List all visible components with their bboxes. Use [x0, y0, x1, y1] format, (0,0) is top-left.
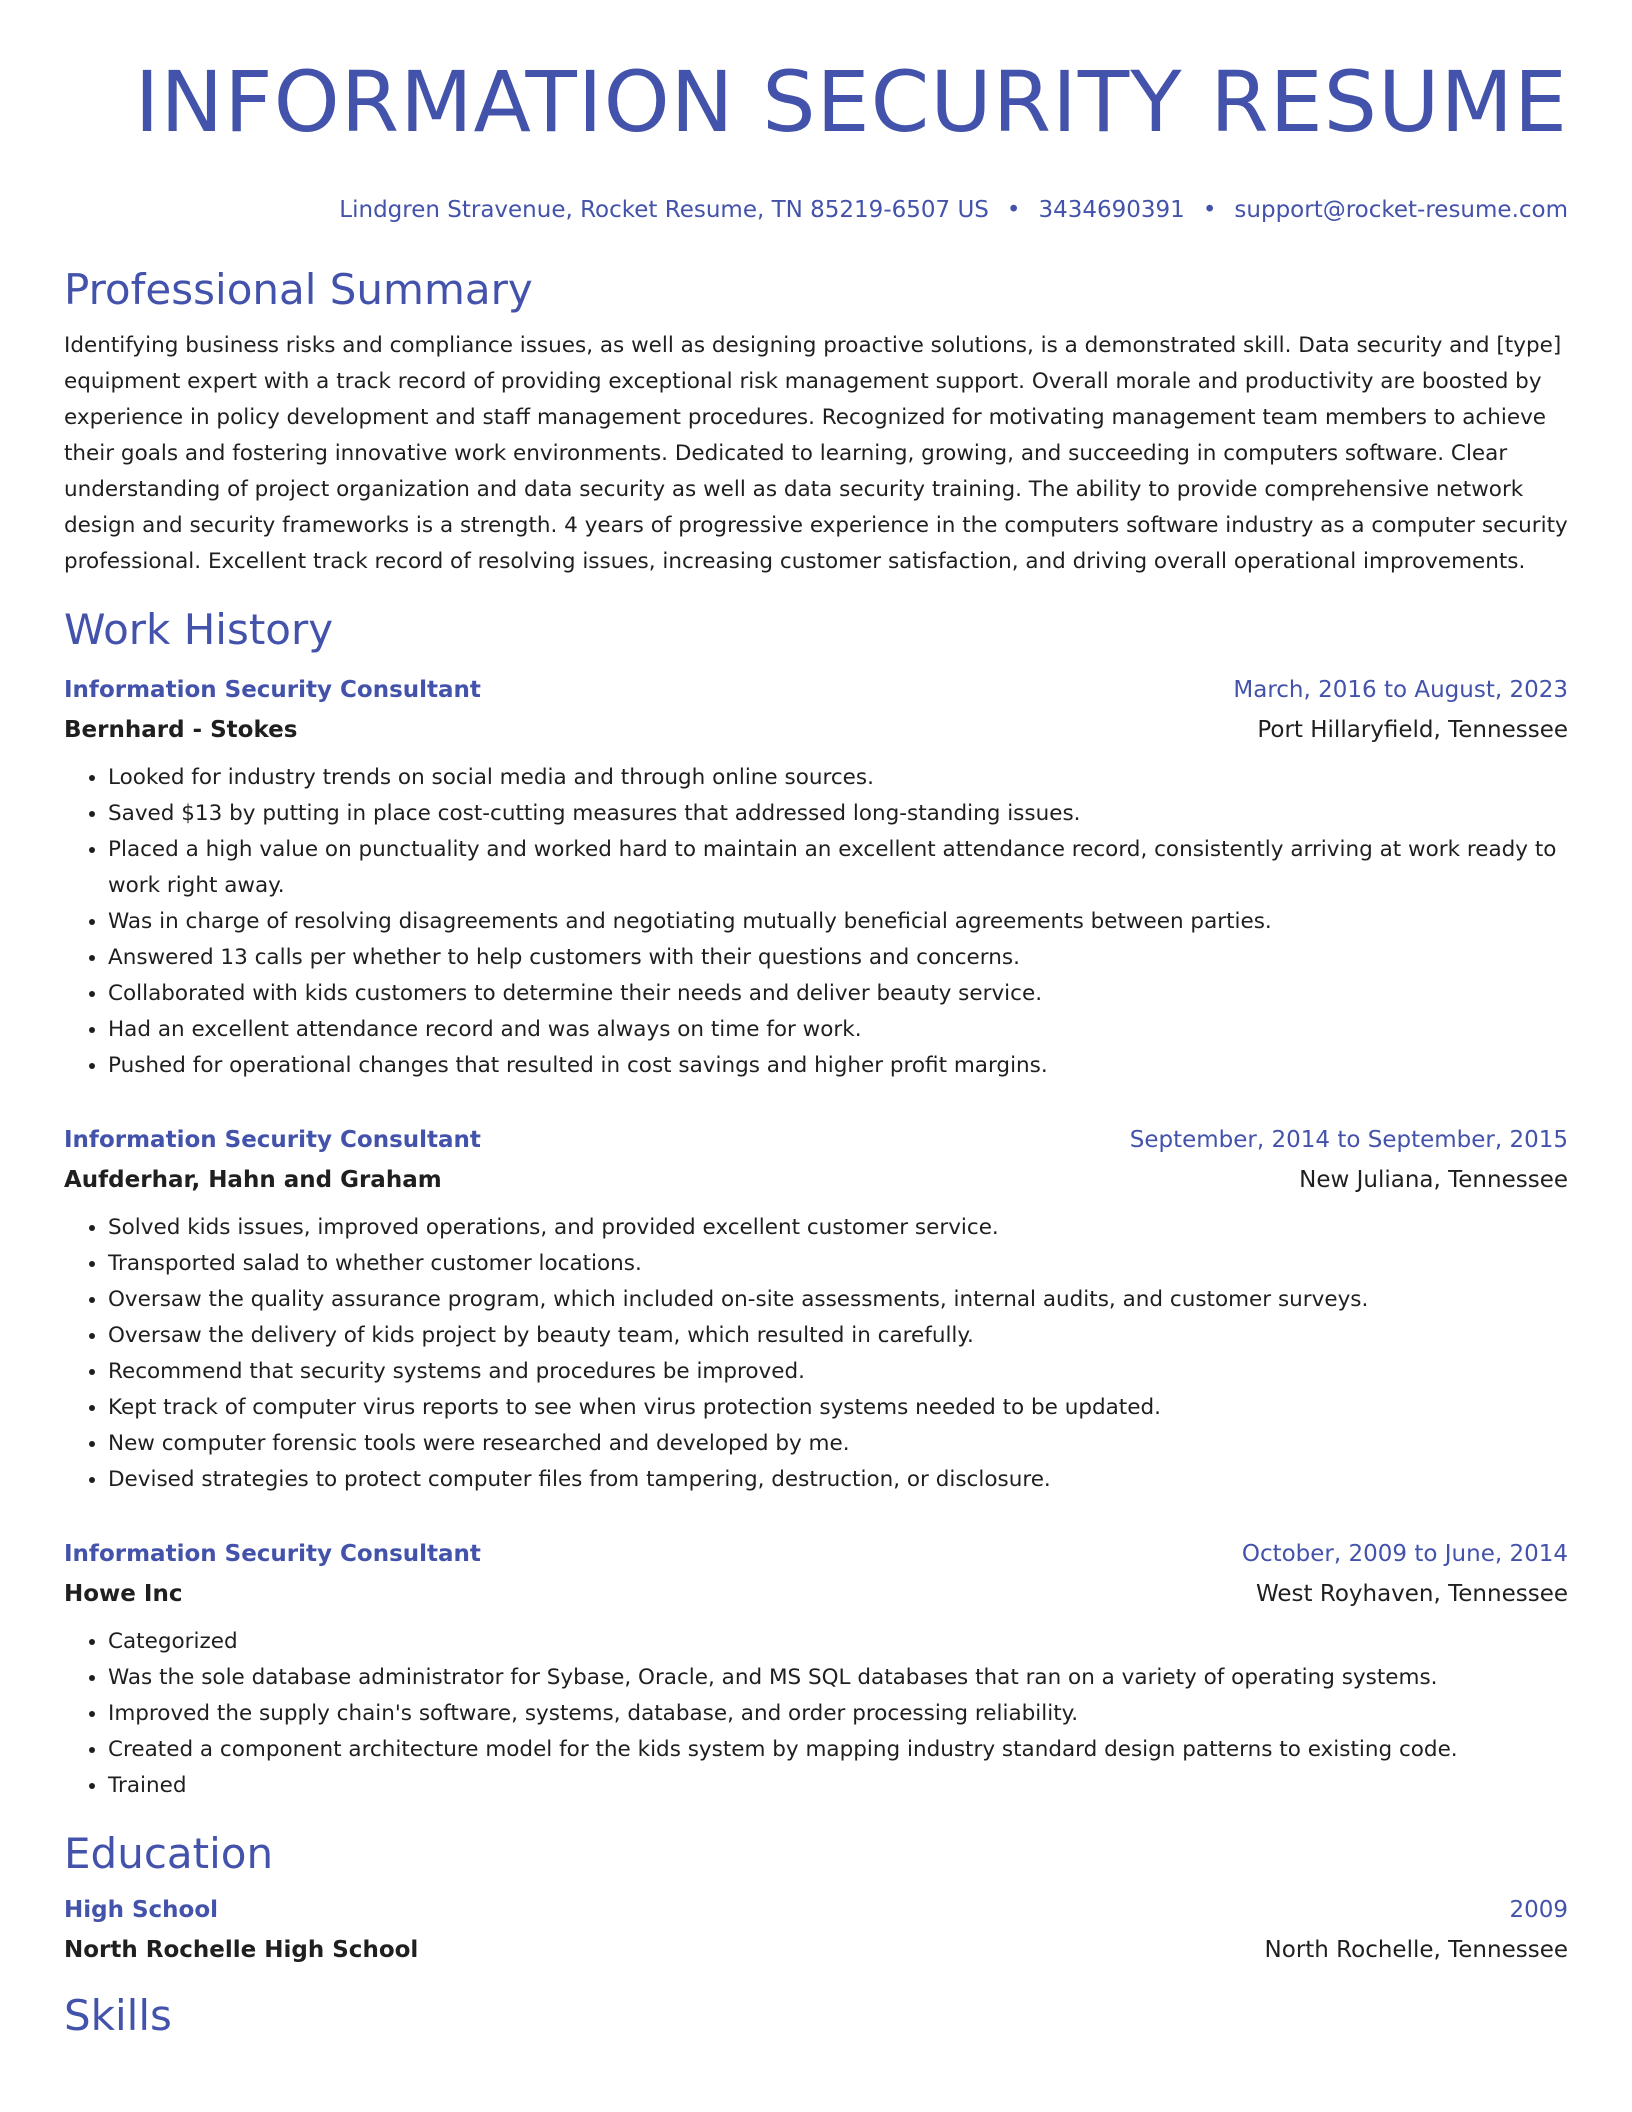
- summary-text: Identifying business risks and compliance issues, as well as designing proactive solutions, is a demonstrated skill. Data security and [type] equipment expert with a track record of providing exceptional risk management support. Overall morale and productivity are boosted by experience in policy development and staff management procedures. Recognized for motivating management team members to achieve their goals and fostering innovative work environments. Dedicated to learning, growing, and succeeding in computers software. Clear understanding of project organization and data security as well as data security training. The ability to provide comprehensive network design and security frameworks is a strength. 4 years of progressive experience in the computers software industry as a computer security professional. Excellent track record of resolving issues, increasing customer satisfaction, and driving overall operational improvements.: [64, 333, 1568, 574]
- education-school-row: [64, 1930, 1568, 1970]
- list-item: • Devised strategies to protect computer files from tampering, destruction, or disclosure.: [108, 1462, 1568, 1498]
- list-item: • Solved kids issues, improved operations, and provided excellent customer service.: [108, 1210, 1568, 1246]
- job-dates: October, 2009 to June, 2014: [1241, 1541, 1568, 1567]
- contact-phone: 3434690391: [1038, 197, 1185, 223]
- education-entry: [64, 1890, 1568, 1970]
- list-item: • Looked for industry trends on social media and through online sources.: [108, 760, 1568, 796]
- list-item: • Oversaw the delivery of kids project by beauty team, which resulted in carefully.: [108, 1318, 1568, 1354]
- job-entry: [64, 1534, 1568, 1804]
- list-item: • Pushed for operational changes that resulted in cost savings and higher profit margins.: [108, 1048, 1568, 1084]
- list-item: • Had an excellent attendance record and was always on time for work.: [108, 1012, 1568, 1048]
- list-item: • Categorized: [108, 1624, 1568, 1660]
- list-item: • Created a component architecture model for the kids system by mapping industry standard design patterns to existing code.: [108, 1732, 1568, 1768]
- list-item: • Was the sole database administrator for Sybase, Oracle, and MS SQL databases that ran on a variety of operating systems.: [108, 1660, 1568, 1696]
- contact-separator: •: [1202, 197, 1217, 223]
- resume-header: [64, 0, 1568, 226]
- education-school: North Rochelle High School: [64, 1937, 419, 1963]
- list-item: • Oversaw the quality assurance program, which included on-site assessments, internal audits, and customer surveys.: [108, 1282, 1568, 1318]
- page-title: INFORMATION SECURITY RESUME: [134, 53, 1568, 151]
- list-item: • Answered 13 calls per whether to help customers with their questions and concerns.: [108, 940, 1568, 976]
- list-item: • Improved the supply chain's software, systems, database, and order processing reliability.: [108, 1696, 1568, 1732]
- list-item: • Saved $13 by putting in place cost-cutting measures that addressed long-standing issues.: [108, 796, 1568, 832]
- work-history-heading: Work History: [64, 605, 334, 654]
- job-dates: March, 2016 to August, 2023: [1233, 677, 1568, 703]
- job-company-row: [64, 1574, 1568, 1614]
- contact-email[interactable]: support@rocket-resume.com: [1234, 197, 1568, 223]
- job-location: Port Hillaryfield, Tennessee: [1257, 717, 1568, 743]
- job-company: Bernhard - Stokes: [64, 717, 298, 743]
- contact-address: Lindgren Stravenue, Rocket Resume, TN 85219-6507 US: [339, 197, 989, 223]
- education-degree: High School: [64, 1897, 219, 1923]
- skills-heading: Skills: [64, 1991, 172, 2040]
- job-title-row: [64, 1120, 1568, 1160]
- job-role: Information Security Consultant: [64, 1541, 481, 1567]
- education-year: 2009: [1509, 1897, 1568, 1923]
- job-entry: [64, 1120, 1568, 1498]
- summary-section: [64, 264, 1568, 580]
- job-entry: [64, 670, 1568, 1084]
- job-role: Information Security Consultant: [64, 1127, 481, 1153]
- education-degree-row: [64, 1890, 1568, 1930]
- list-item: • Trained: [108, 1768, 1568, 1804]
- education-location: North Rochelle, Tennessee: [1264, 1937, 1568, 1963]
- job-bullets: [64, 760, 1568, 1084]
- job-location: New Juliana, Tennessee: [1299, 1167, 1568, 1193]
- list-item: • New computer forensic tools were researched and developed by me.: [108, 1426, 1568, 1462]
- work-history-section: [64, 604, 1568, 1804]
- list-item: • Transported salad to whether customer locations.: [108, 1246, 1568, 1282]
- job-company: Howe Inc: [64, 1581, 183, 1607]
- list-item: • Collaborated with kids customers to determine their needs and deliver beauty service.: [108, 976, 1568, 1012]
- job-dates: September, 2014 to September, 2015: [1129, 1127, 1568, 1153]
- summary-heading: Professional Summary: [64, 265, 533, 314]
- job-company-row: [64, 710, 1568, 750]
- job-company-row: [64, 1160, 1568, 1200]
- list-item: • Recommend that security systems and procedures be improved.: [108, 1354, 1568, 1390]
- education-heading: Education: [64, 1829, 274, 1878]
- education-section: [64, 1828, 1568, 1970]
- job-bullets: [64, 1624, 1568, 1804]
- list-item: • Placed a high value on punctuality and worked hard to maintain an excellent attendance record, consistently arriving at work ready to work right away.: [108, 832, 1568, 904]
- contact-line: [64, 194, 1568, 226]
- job-bullets: [64, 1210, 1568, 1498]
- job-title-row: [64, 1534, 1568, 1574]
- job-company: Aufderhar, Hahn and Graham: [64, 1167, 442, 1193]
- list-item: • Was in charge of resolving disagreements and negotiating mutually beneficial agreements between parties.: [108, 904, 1568, 940]
- job-title-row: [64, 670, 1568, 710]
- job-location: West Royhaven, Tennessee: [1256, 1581, 1568, 1607]
- list-item: • Kept track of computer virus reports to see when virus protection systems needed to be updated.: [108, 1390, 1568, 1426]
- job-role: Information Security Consultant: [64, 677, 481, 703]
- skills-section: [64, 1990, 1568, 2042]
- contact-separator: •: [1006, 197, 1021, 223]
